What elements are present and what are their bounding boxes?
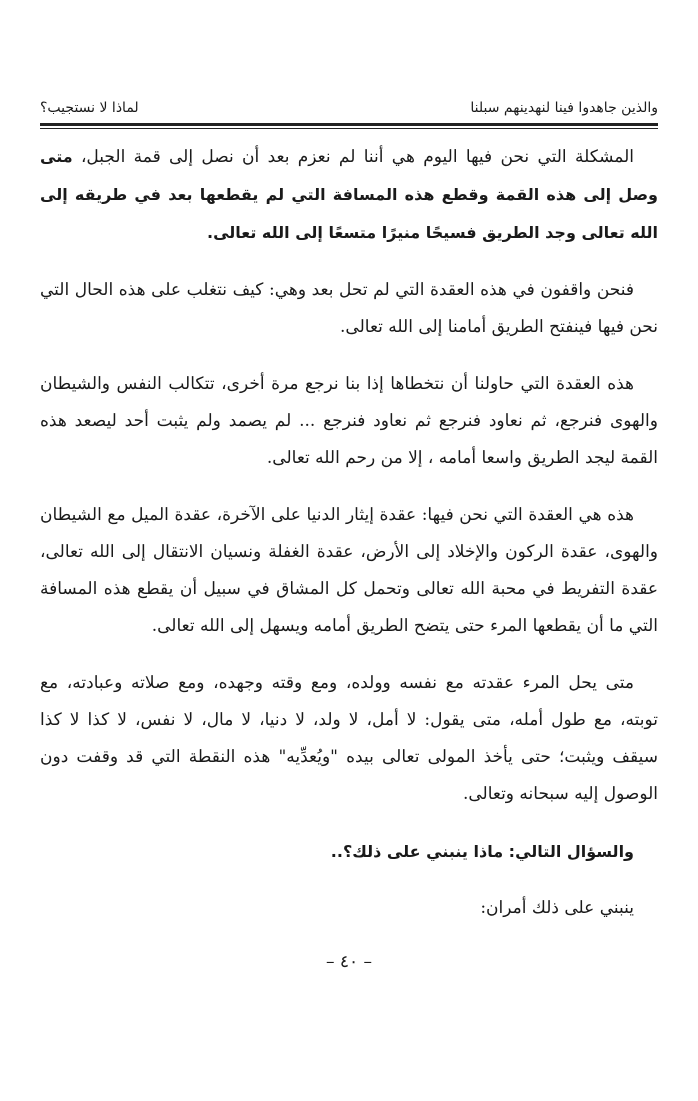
header-title-right: والذين جاهدوا فينا لنهدينهم سبلنا <box>470 100 658 116</box>
page-number: – ٤٠ – <box>325 952 373 972</box>
running-header <box>40 88 658 116</box>
question-heading: والسؤال التالي: ماذا ينبني على ذلك؟.. <box>330 842 634 861</box>
paragraph-3: هذه العقدة التي حاولنا أن نتخطاها إذا بنا نرجع مرة أخرى، تتكالب النفس والشيطان والهوى فنرجع، ثم نعاود فنرجع ثم نعاود فنرجع ... لم يصمد ولم يثبت أحد ليصعد هذه القمة ليجد الطريق واسعا أمامه ، إلا من رحم الله تعالى. <box>40 374 658 468</box>
paragraph-1-text: المشكلة التي نحن فيها اليوم هي أننا لم نعزم بعد أن نصل إلى قمة الجبل، <box>72 147 634 167</box>
paragraph-4: هذه هي العقدة التي نحن فيها: عقدة إيثار الدنيا على الآخرة، عقدة الميل مع الشيطان والهوى، عقدة الركون والإخلاد إلى الأرض، عقدة الغفلة ونسيان الانتقال إلى الله تعالى، عقدة التفريط في محبة الله تعالى وتحمل كل المشاق في سبيل أن يقطع هذه المسافة التي ما أن يقطعها المرء حتى يتضح الطريق أمامه ويسهل إلى الله تعالى. <box>40 505 658 636</box>
header-rule <box>40 123 658 129</box>
paragraph-1 <box>40 138 658 252</box>
closing-line: ينبني على ذلك أمران: <box>480 898 634 918</box>
header-title-left: لماذا لا نستجيب؟ <box>40 100 139 116</box>
paragraph-5: متى يحل المرء عقدته مع نفسه وولده، ومع وقته وجهده، ومع صلاته وعبادته، مع توبته، مع طول أمله، متى يقول: لا أمل، لا ولد، لا دنيا، لا مال، لا نفس، لا كذا لا كذا سيقف ويثبت؛ حتى يأخذ المولى تعالى بيده "ويُعدِّيه" هذه النقطة التي قد وقفت دون الوصول إليه سبحانه وتعالى. <box>40 673 659 804</box>
paragraph-2: فنحن واقفون في هذه العقدة التي لم تحل بعد وهي: كيف نتغلب على هذه الحال التي نحن فيها فينفتح الطريق أمامنا إلى الله تعالى. <box>40 280 658 337</box>
paragraph-1-bold: متى وصل إلى هذه القمة وقطع هذه المسافة التي لم يقطعها بعد في طريقه إلى الله تعالى وجد الطريق فسيحًا منيرًا متسعًا إلى الله تعالى. <box>40 147 658 242</box>
body-text <box>40 138 658 947</box>
